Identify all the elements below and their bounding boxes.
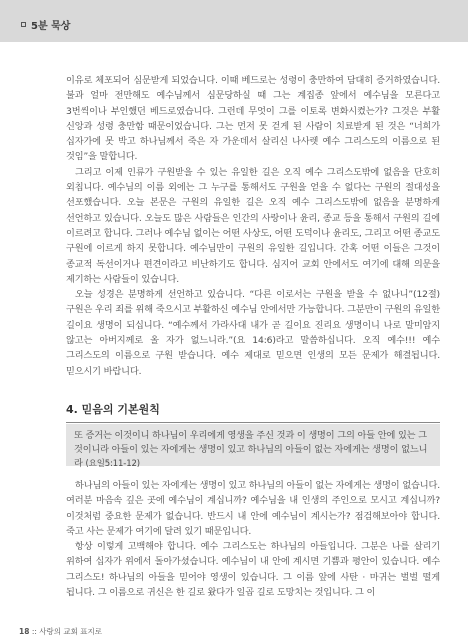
section-title: [21, 17, 70, 32]
page-number: 18: [19, 627, 30, 636]
page-footer: [19, 626, 102, 637]
body-text-top: [66, 73, 440, 379]
scripture-quote-box: [66, 424, 440, 469]
page-header: [0, 0, 468, 42]
footer-text: 사랑의 교회 표지로: [39, 627, 103, 636]
section-heading: 4. 믿음의 기본원칙: [66, 401, 440, 423]
paragraph: 오늘 성경은 분명하게 선언하고 있습니다. “다른 이로서는 구원을 받을 수 없나니”(12절) 구원은 우리 죄를 위해 죽으시고 부활하신 예수님 안에서만 가능합니다. 그분만이 구원의 유일한 길이요 생명이 되십니다. “예수께서 가라사대 내가 곧 길이요 진리요 생명이니 나로 말미암지 않고는 아버지께로 올 자가 없느니라.”(요 14:6)라고 말씀하십니다. 오직 예수!!! 예수 그리스도의 이름으로 구원 받습니다. 예수 제대로 믿으면 인생의 모든 문제가 해결됩니다. 믿으시기 바랍니다.: [66, 289, 440, 377]
paragraph: 이유로 체포되어 심문받게 되었습니다. 이때 베드로는 성령이 충만하여 담대히 증거하였습니다. 불과 얼마 전만해도 예수님께서 심문당하실 때 그는 계집종 앞에서 예수님을 모른다고 3번씩이나 부인했던 베드로였습니다. 그런데 무엇이 그를 이토록 변화시켰는가? 그것은 부활 신앙과 성령 충만함 때문이었습니다. 그는 먼저 못 걷게 된 사람이 치료받게 된 것은 “너희가 십자가에 못 박고 하나님께서 죽은 자 가운데서 살리신 나사렛 예수 그리스도의 이름으로 된 것임”을 말합니다.: [66, 75, 440, 163]
paragraph: 그리고 이제 인류가 구원받을 수 있는 유일한 길은 오직 예수 그리스도밖에 없음을 단호히 외칩니다. 예수님의 이름 외에는 그 누구를 통해서도 구원을 얻을 수 없다는 구원의 절대성을 선포했습니다. 오늘 본문은 구원의 유일한 길은 오직 예수 그리스도밖에 없음을 분명하게 선언하고 있습니다. 오늘도 많은 사람들은 인간의 사랑이나 윤리, 종교 등을 통해서 구원의 길에 이르려고 합니다. 그러나 예수님 없이는 어떤 사상도, 어떤 도덕이나 윤리도, 그리고 어떤 종교도 구원에 이르게 하지 못합니다. 예수님만이 구원의 유일한 길입니다. 간혹 어떤 이들은 그것이 종교적 독선이거나 편견이라고 비난하기도 합니다. 심지어 교회 안에서도 여기에 대해 의문을 제기하는 사람들이 있습니다.: [66, 166, 440, 285]
paragraph: 항상 이렇게 고백해야 합니다. 예수 그리스도는 하나님의 아들입니다. 그분은 나를 살리기 위하여 십자가 위에서 돌아가셨습니다. 예수님이 내 안에 계시면 기쁨과 평안이 있습니다. 예수 그리스도! 하나님의 아들을 믿어야 영생이 있습니다. 그 이름 앞에 사탄 · 마귀는 벌벌 떨게 됩니다. 그 이름으로 귀신은 한 길로 왔다가 일곱 길로 도망치는 것입니다. 그 이: [66, 541, 440, 599]
scripture-reference: (요일5:11-12): [85, 458, 140, 469]
square-bullet-icon: [21, 22, 26, 27]
scripture-quote: 또 증거는 이것이니 하나님이 우리에게 영생을 주신 것과 이 생명이 그의 아들 안에 있는 그것이니라 아들이 있는 자에게는 생명이 있고 하나님의 아들이 없는 자에게는 생명이 없느니라: [74, 430, 428, 469]
footer-separator: ::: [31, 627, 37, 636]
section-title-text: 5분 묵상: [31, 21, 71, 32]
body-text-bottom: [66, 478, 440, 600]
paragraph: 하나님의 아들이 있는 자에게는 생명이 있고 하나님의 아들이 없는 자에게는 생명이 없습니다. 여러분 마음속 깊은 곳에 예수님이 계십니까? 예수님을 내 인생의 주인으로 모시고 계십니까? 이것처럼 중요한 문제가 없습니다. 반드시 내 안에 예수님이 계시는가? 점검해보아야 합니다. 죽고 사는 문제가 여기에 달려 있기 때문입니다.: [66, 480, 440, 537]
